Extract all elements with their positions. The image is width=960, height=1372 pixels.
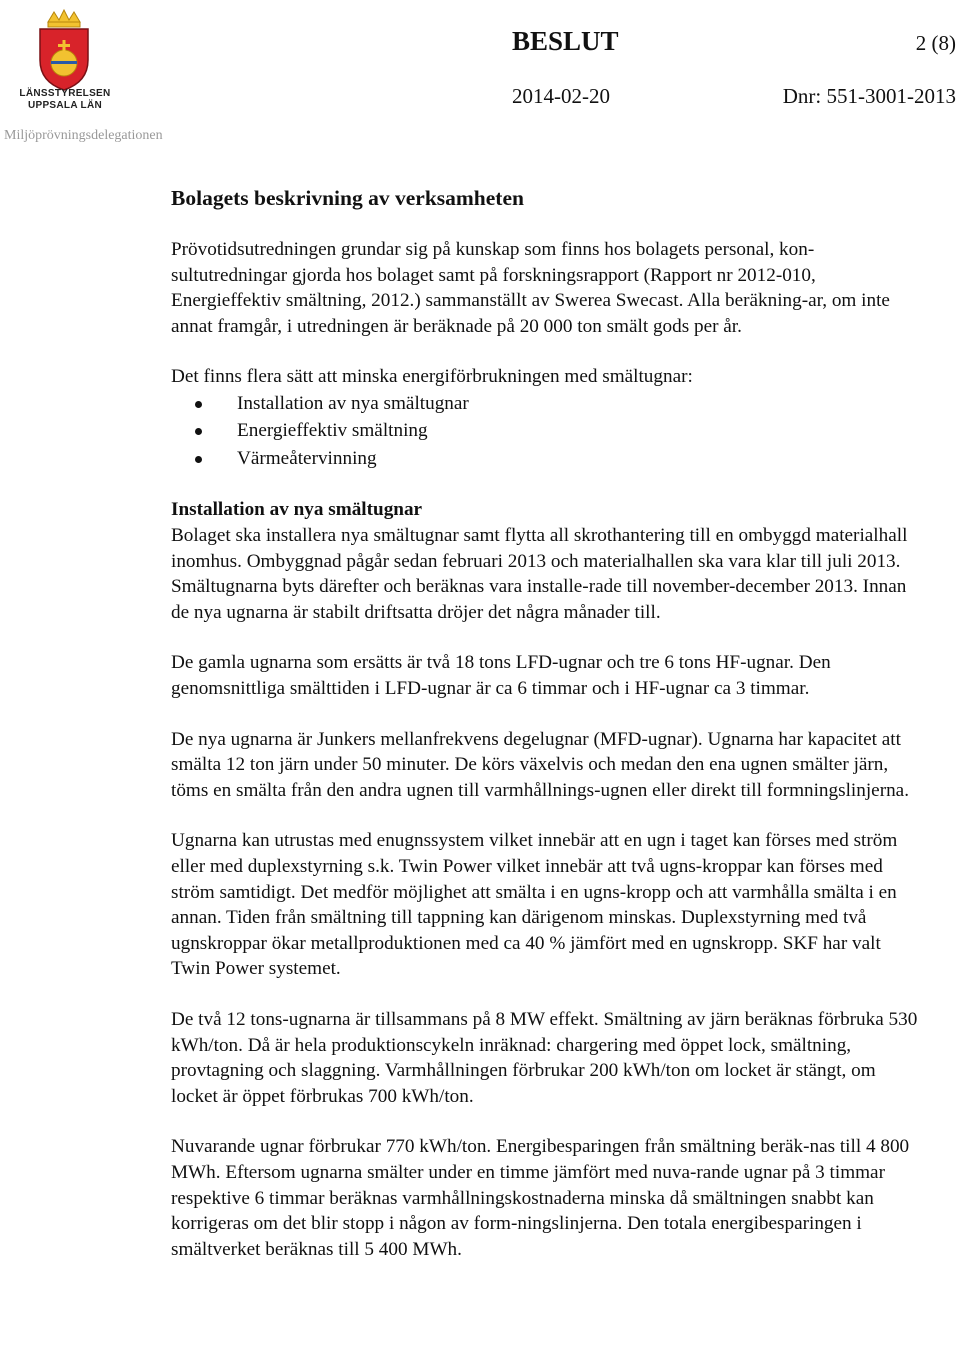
list-intro: Det finns flera sätt att minska energiförbrukningen med smältugnar: bbox=[171, 366, 693, 388]
intro-paragraph: Prövotidsutredningen grundar sig på kunskap som finns hos bolagets personal, kon-sultutredningar gjorda hos bolaget samt på forskningsrapport (Rapport nr 2012-010, Energieffektiv smältning, 2012.) sammanställt av Swerea Swecast. Alla beräkning-ar, om inte annat framgår, i utredningen är beräknade på 20 000 ton smält gods per år. bbox=[171, 239, 890, 337]
body-paragraph: De nya ugnarna är Junkers mellanfrekvens degelugnar (MFD-ugnar). Ugnarna har kapacitet att smälta 12 ton järn under 50 minuter. De körs växelvis och medan den ena ugnen smälter järn, töms en smälta från den andra ugnen till varmhållnings-ugnen eller direkt till formningslinjerna. bbox=[171, 728, 909, 801]
body-paragraph: Ugnarna kan utrustas med enugnssystem vilket innebär att en ugn i taget kan förses med ström eller med duplexstyrning s.k. Twin Power vilket innebär att två ugns-kroppar kan förses med ström samtidigt. Det medför möjlighet att smälta i en ugns-kropp och att varmhålla smälta i en annan. Tiden från smältning till tappning kan därigenom minskas. Duplexstyrning med två ugnskroppar ökar metallproduktionen med ca 40 % jämfört med en ugnskropp. SKF har valt Twin Power systemet. bbox=[171, 830, 898, 980]
document-type: BESLUT bbox=[512, 26, 619, 56]
list-item bbox=[171, 445, 921, 473]
body-paragraph: Nuvarande ugnar förbrukar 770 kWh/ton. Energibesparingen från smältning beräk-nas till 4 800 MWh. Eftersom ugnarna smälter under en timme jämfört med nuva-rande ugnar på 3 timmar respektive 6 timmar beräknas varmhållningskostnaderna minska då smältningen snabbt kan korrigeras om det blir stopp i någon av form-ningslinjerna. Den totala energibesparingen i smältverket beräknas till 5 400 MWh. bbox=[171, 1136, 910, 1260]
bullet-icon bbox=[195, 428, 202, 435]
measures-list bbox=[171, 390, 921, 473]
bullet-icon bbox=[195, 401, 202, 408]
registration-number: Dnr: 551-3001-2013 bbox=[782, 84, 956, 108]
logo-caption bbox=[0, 88, 130, 112]
page-number: 2 (8) bbox=[915, 31, 956, 55]
subsection-heading: Installation av nya smältugnar bbox=[171, 499, 423, 521]
logo-line-1: LÄNSSTYRELSEN bbox=[19, 88, 111, 99]
list-item-text: Energieffektiv smältning bbox=[237, 420, 428, 442]
body-paragraph: Bolaget ska installera nya smältugnar samt flytta all skrothantering till en ombyggd materialhall inomhus. Ombyggnad pågår sedan februari 2013 och materialhallen ska vara klar till juli 2013. Smältugnarna byts därefter och beräknas vara installe-rade till november-december 2013. Innan de nya ugnarna är stabilt driftsatta dröjer det några månader till. bbox=[171, 525, 908, 623]
list-item bbox=[171, 417, 921, 445]
document-body bbox=[171, 184, 921, 1287]
section-heading: Bolagets beskrivning av verksamheten bbox=[171, 186, 524, 210]
list-item-text: Installation av nya smältugnar bbox=[237, 392, 469, 414]
logo-line-2: UPPSALA LÄN bbox=[27, 100, 103, 111]
county-crest-logo bbox=[18, 8, 110, 100]
bullet-icon bbox=[195, 456, 202, 463]
department-label: Miljöprövningsdelegationen bbox=[4, 128, 163, 143]
document-date: 2014-02-20 bbox=[512, 84, 610, 108]
body-paragraph: De gamla ugnarna som ersätts är två 18 tons LFD-ugnar och tre 6 tons HF-ugnar. Den genomsnittliga smälttiden i LFD-ugnar är ca 6 timmar och i HF-ugnar ca 3 timmar. bbox=[171, 652, 831, 700]
list-item-text: Värmeåtervinning bbox=[237, 447, 377, 469]
list-item bbox=[171, 390, 921, 418]
body-paragraph: De två 12 tons-ugnarna är tillsammans på 8 MW effekt. Smältning av järn beräknas förbruka 530 kWh/ton. Då är hela produktionscykeln inräknad: chargering med öppet lock, smältning, provtagning och slaggning. Varmhållningen förbrukar 200 kWh/ton om locket är stängt, om locket är öppet förbrukas 700 kWh/ton. bbox=[171, 1008, 918, 1107]
